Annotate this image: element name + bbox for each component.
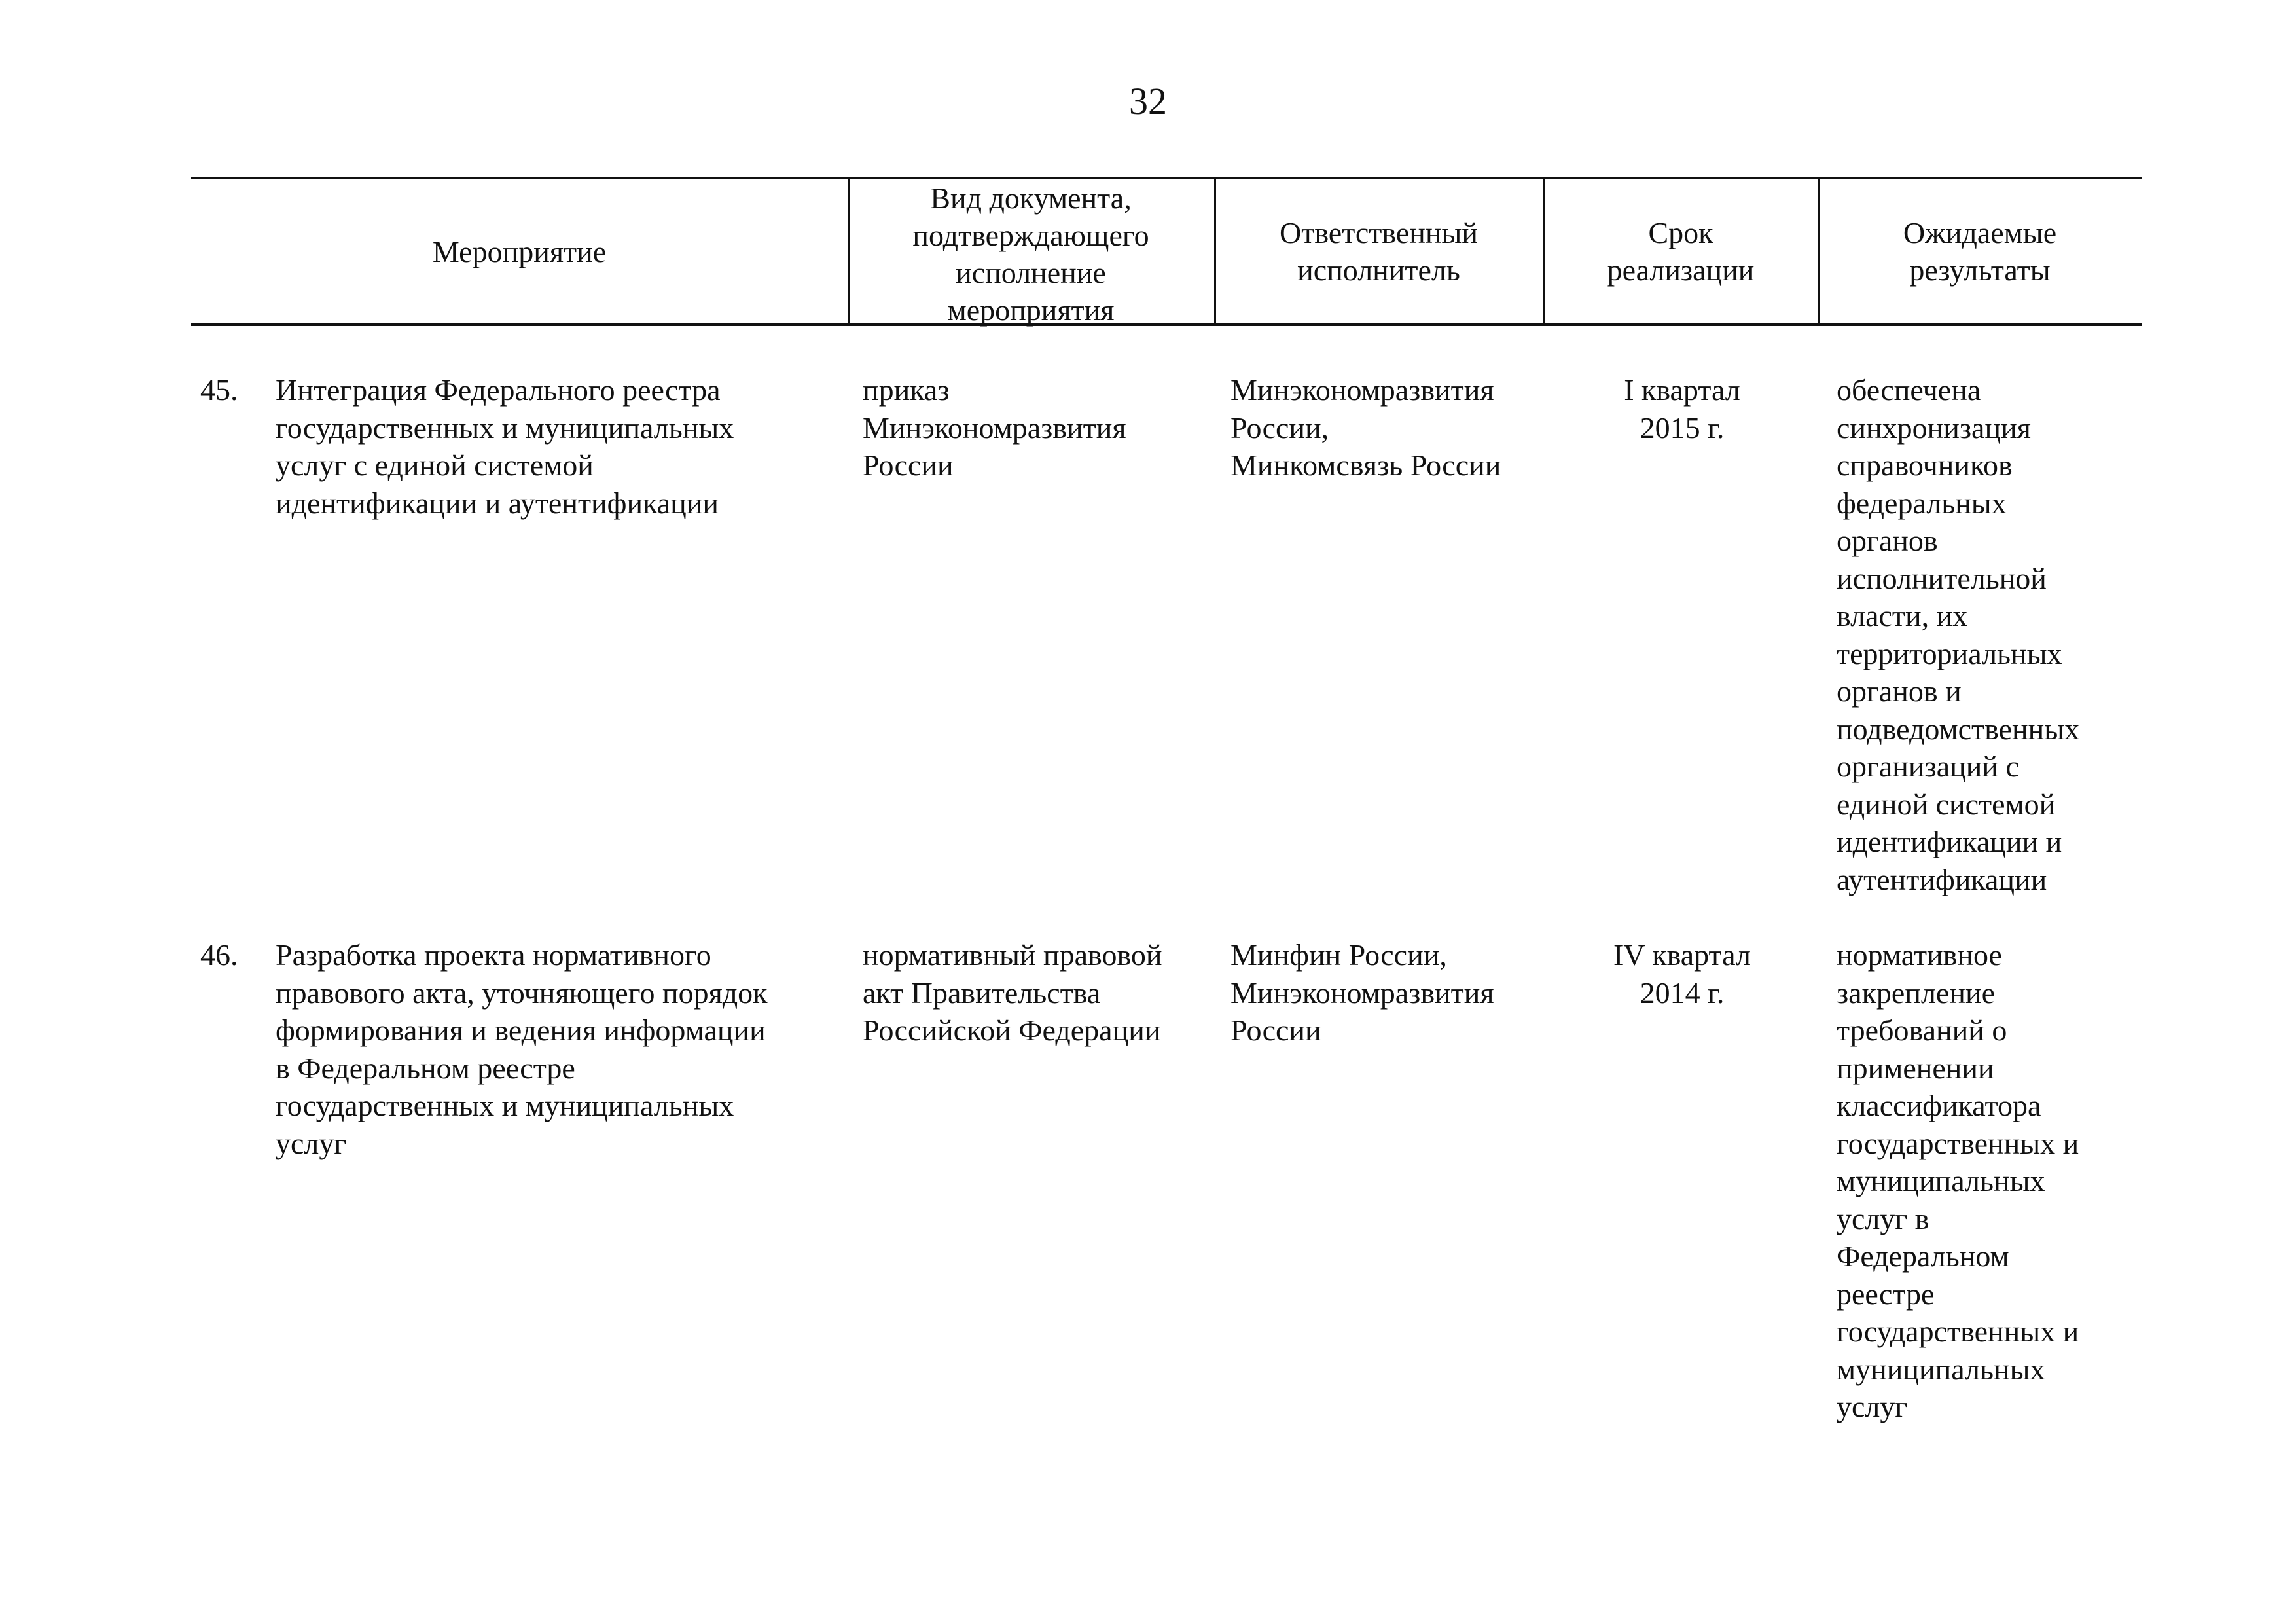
page-number: 32 — [1129, 80, 1167, 122]
header-activity-label: Мероприятие — [432, 234, 607, 268]
row-activity: Интеграция Федерального реестра государственных и муниципальных услуг с единой системой идентификации и аутентификации — [276, 373, 734, 520]
header-result — [1818, 179, 2142, 323]
header-divider — [1214, 179, 1216, 323]
row-result: нормативное закрепление требований о применении классификатора государственных и муниципальных услуг в Федеральном реестре государственных и муниципальных услуг — [1837, 938, 2079, 1423]
row-document: нормативный правовой акт Правительства Российской Федерации — [863, 938, 1162, 1047]
header-term — [1543, 179, 1818, 323]
header-term-label: Срок реализации — [1607, 216, 1755, 287]
table-header — [191, 177, 2142, 326]
header-divider — [1818, 179, 1820, 323]
header-responsible — [1214, 179, 1543, 323]
row-term: I квартал 2015 г. — [1624, 373, 1740, 445]
row-number: 46. — [200, 938, 238, 972]
header-divider — [1543, 179, 1545, 323]
header-activity — [191, 179, 848, 323]
header-divider — [848, 179, 850, 323]
row-term: IV квартал 2014 г. — [1613, 938, 1751, 1010]
header-responsible-label: Ответственный исполнитель — [1280, 216, 1478, 287]
header-document-label: Вид документа, подтверждающего исполнение мероприятия — [912, 181, 1149, 327]
row-number: 45. — [200, 373, 238, 407]
row-activity: Разработка проекта нормативного правового акта, уточняющего порядок формирования и ведения информации в Федеральном реестре государственных и муниципальных услуг — [276, 938, 768, 1160]
header-document — [848, 179, 1214, 327]
row-document: приказ Минэкономразвития России — [863, 373, 1126, 482]
header-result-label: Ожидаемые результаты — [1903, 216, 2057, 287]
row-result: обеспечена синхронизация справочников федеральных органов исполнительной власти, их территориальных органов и подведомственных организаций с единой системой идентификации и аутентификации — [1837, 373, 2080, 896]
row-responsible: Минфин России, Минэкономразвития России — [1230, 938, 1494, 1047]
row-responsible: Минэкономразвития России, Минкомсвязь России — [1230, 373, 1501, 482]
